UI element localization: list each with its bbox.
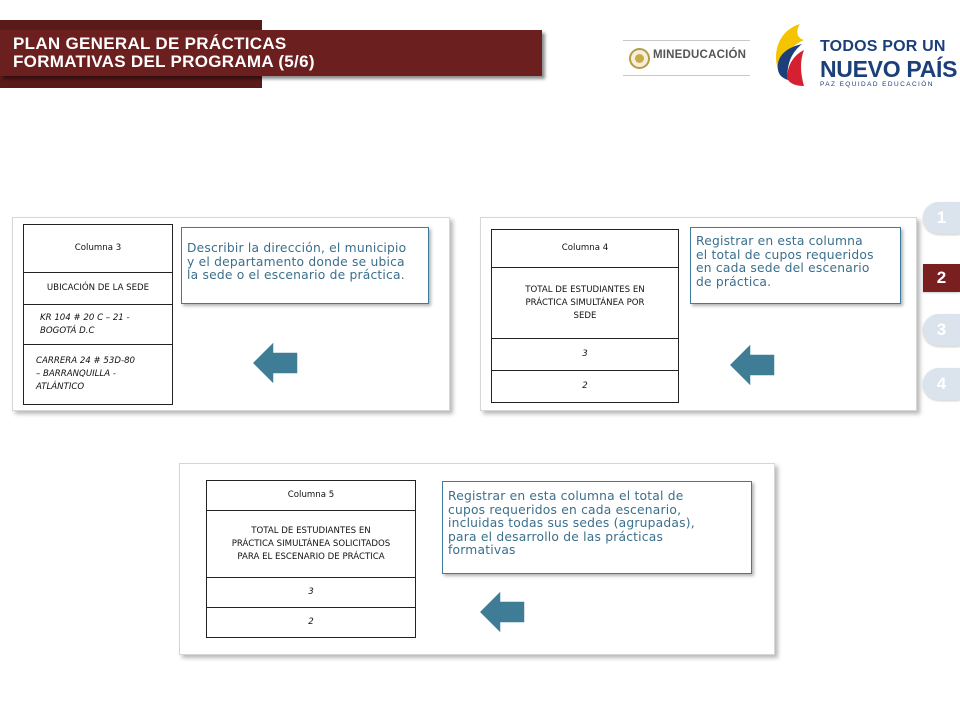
columna-3-table <box>23 224 173 405</box>
mineducacion-logo-text: MINEDUCACIÓN <box>653 49 747 61</box>
table-row: 2 <box>492 371 679 403</box>
table-row: 2 <box>207 608 416 638</box>
arrow-left-icon <box>477 588 527 636</box>
table-header: Columna 4 <box>492 230 679 268</box>
page-title-line-2: FORMATIVAS DEL PROGRAMA (5/6) <box>13 52 315 71</box>
table-subheader: UBICACIÓN DE LA SEDE <box>24 273 173 305</box>
arrow-left-icon <box>250 339 300 387</box>
columna-5-card <box>179 463 775 655</box>
table-row: KR 104 # 20 C – 21 - BOGOTÁ D.C <box>24 305 173 345</box>
table-header: Columna 5 <box>207 481 416 511</box>
colombia-seal-icon <box>629 48 650 69</box>
table-header: Columna 3 <box>24 225 173 273</box>
table-subheader: TOTAL DE ESTUDIANTES EN PRÁCTICA SIMULTÁNEA SOLICITADOS PARA EL ESCENARIO DE PRÁCTICA <box>207 511 416 578</box>
title-banner <box>0 30 542 76</box>
columna-4-card <box>480 217 917 411</box>
columna-5-callout: Registrar en esta columna el total de cupos requeridos en cada escenario, incluidas todas sus sedes (agrupadas), para el desarrollo de las prácticas formativas <box>442 481 752 574</box>
colombia-swoosh-icon <box>770 20 822 92</box>
columna-3-card <box>12 217 450 411</box>
mineducacion-logo <box>623 40 750 76</box>
step-3-button[interactable]: 3 <box>923 314 960 346</box>
columna-3-callout: Describir la dirección, el municipio y el departamento donde se ubica la sede o el escenario de práctica. <box>181 227 429 304</box>
columna-5-table <box>206 480 416 638</box>
table-row: 3 <box>492 339 679 371</box>
todos-logo-line-2: NUEVO PAÍS <box>820 56 958 82</box>
todos-logo-line-1: TODOS POR UN <box>820 38 946 55</box>
step-1-button[interactable]: 1 <box>923 202 960 234</box>
columna-4-table <box>491 229 679 403</box>
table-subheader: TOTAL DE ESTUDIANTES EN PRÁCTICA SIMULTÁNEA POR SEDE <box>492 268 679 339</box>
step-4-button[interactable]: 4 <box>923 368 960 400</box>
table-row: 3 <box>207 578 416 608</box>
columna-4-callout: Registrar en esta columna el total de cupos requeridos en cada sede del escenario de práctica. <box>690 227 901 304</box>
page-title-line-1: PLAN GENERAL DE PRÁCTICAS <box>13 34 287 53</box>
arrow-left-icon <box>727 341 777 389</box>
todos-logo-tagline: PAZ EQUIDAD EDUCACIÓN <box>820 81 934 88</box>
step-2-button[interactable]: 2 <box>923 264 960 292</box>
todos-por-un-nuevo-pais-logo <box>770 20 958 92</box>
table-row: CARRERA 24 # 53D-80 – BARRANQUILLA - ATLÁNTICO <box>24 345 173 405</box>
